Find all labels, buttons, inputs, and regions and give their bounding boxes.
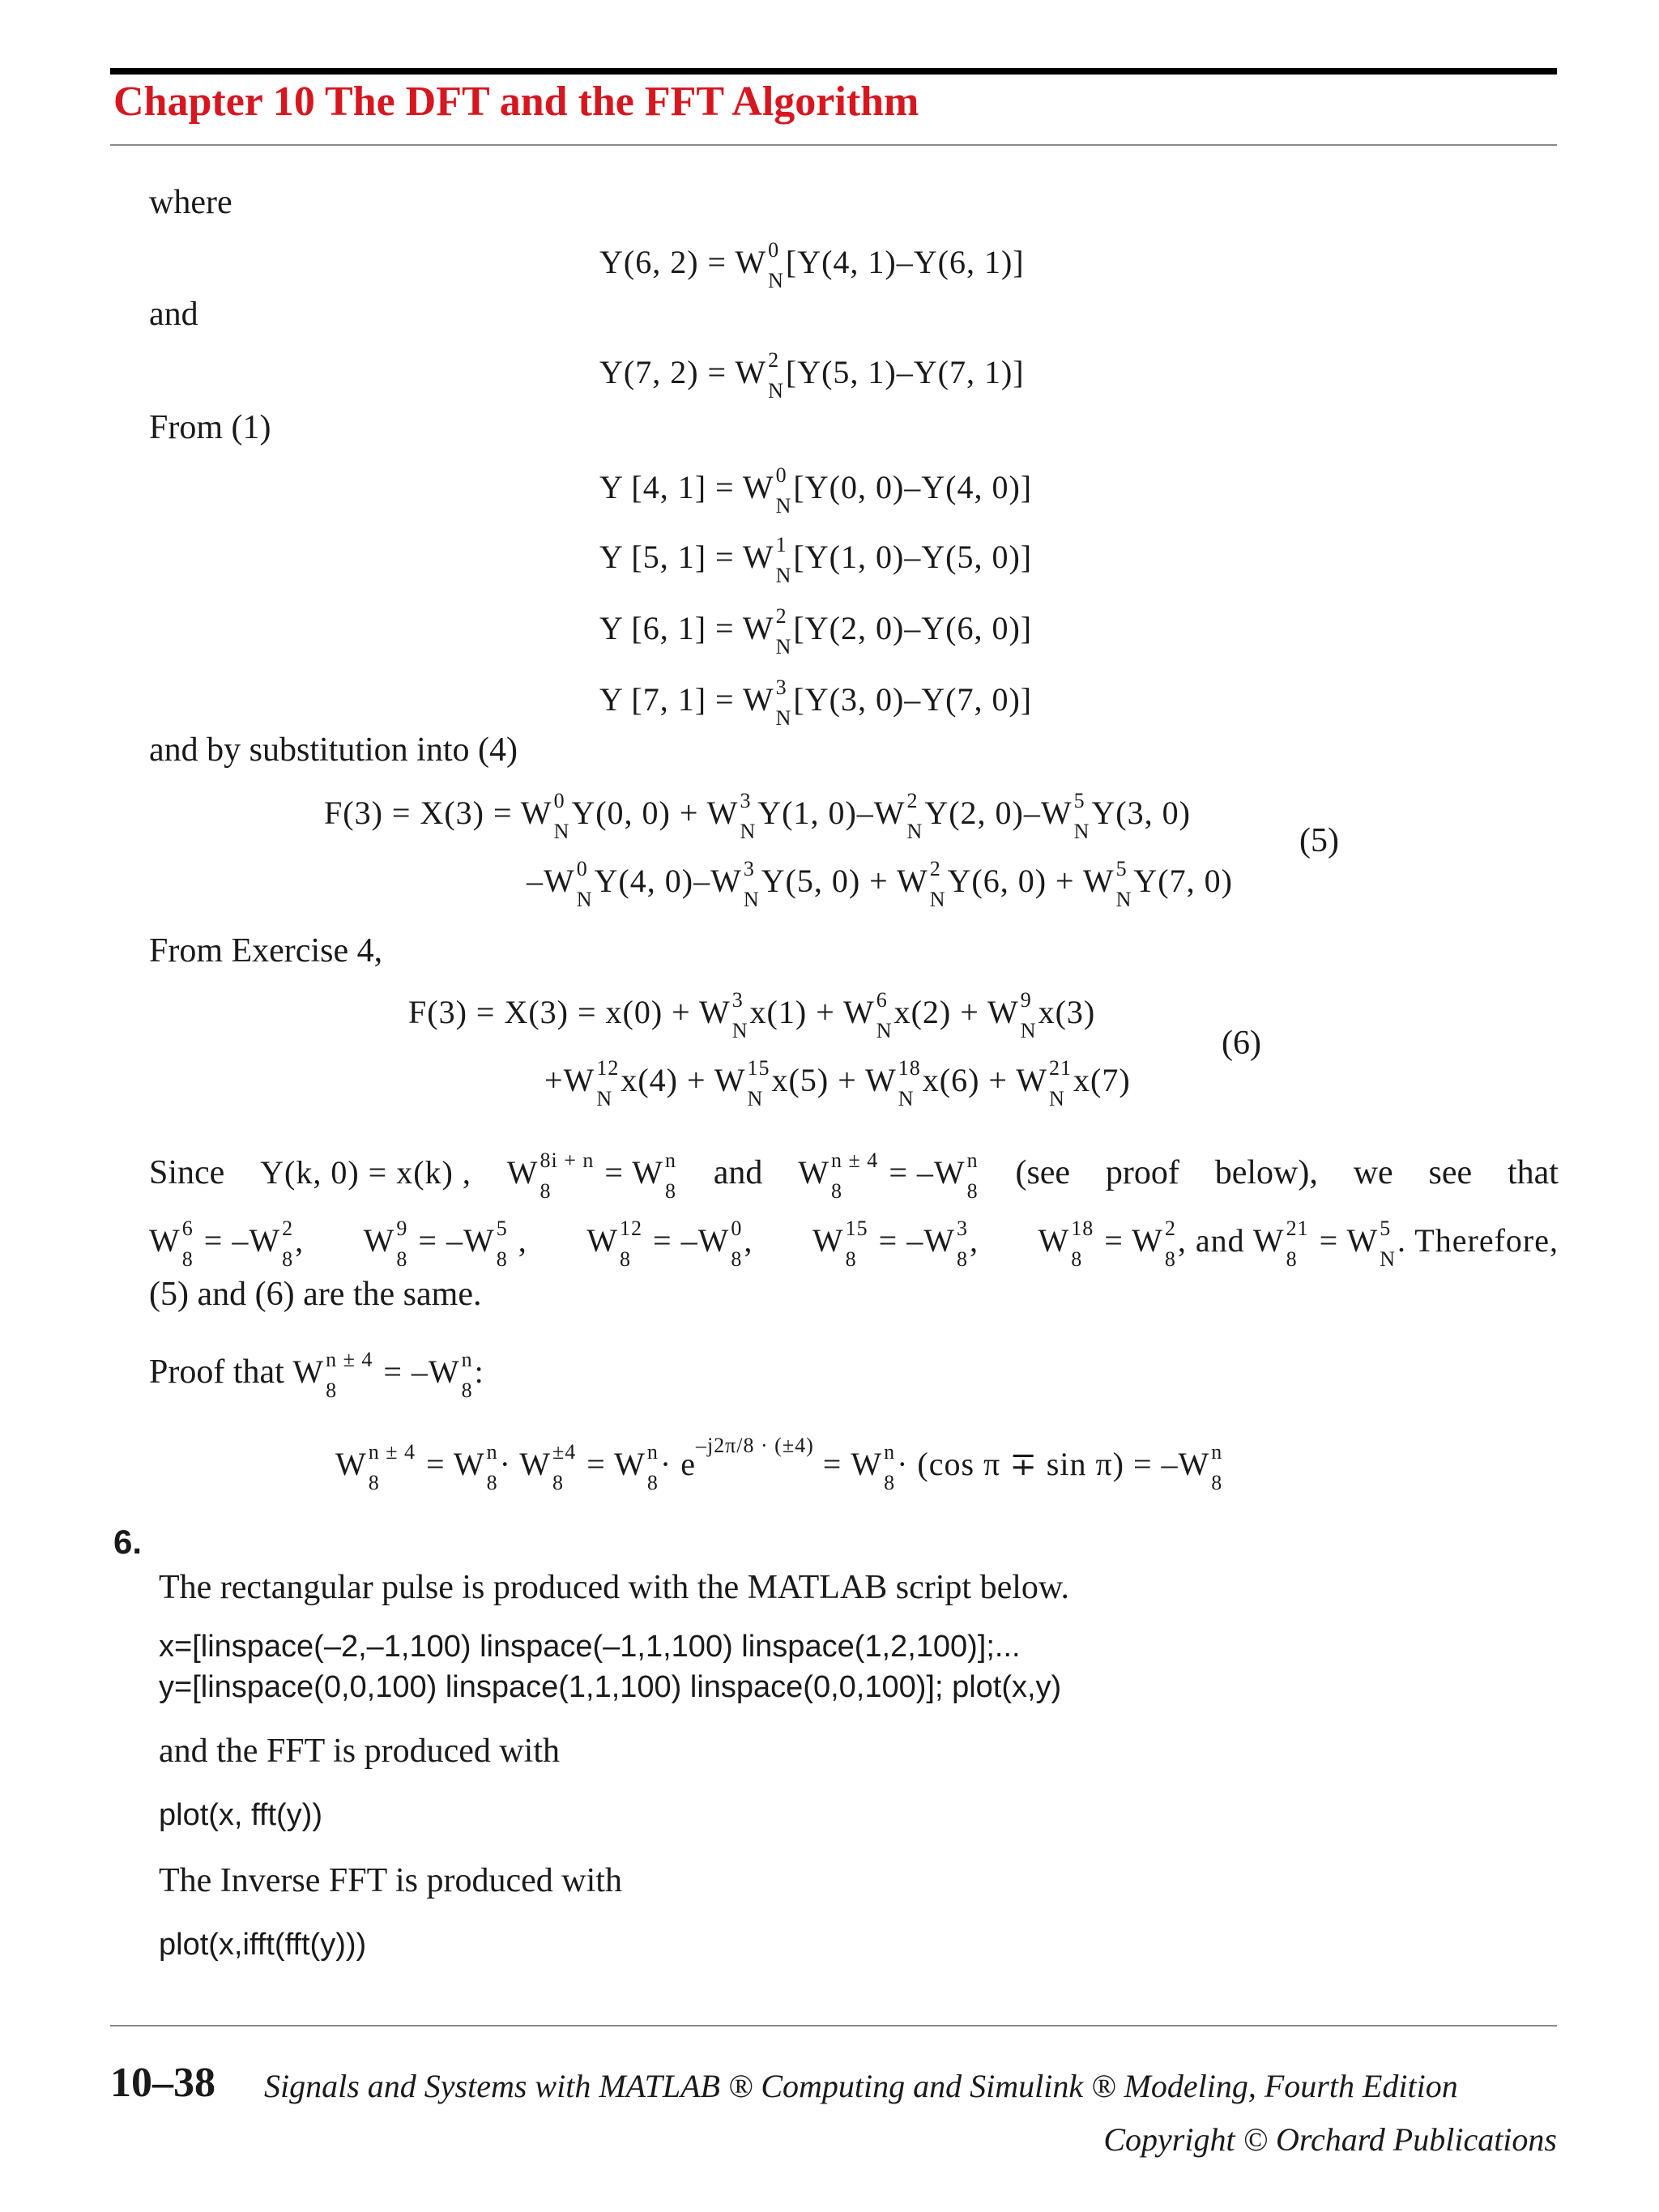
- text-since-line: Since Y(k, 0) = x(k) , W 8i + n 8 = W n 8 and W n ± 4 8 = –W n 8 (see proof below), we see that: [149, 1148, 1559, 1203]
- text-from-exercise-4: From Exercise 4,: [149, 932, 383, 970]
- equation-y62: Y(6, 2) = W 0 N [Y(4, 1)–Y(6, 1)]: [599, 237, 1025, 292]
- equation-f3-line2: –W 0 N Y(4, 0)–W 3 N Y(5, 0) + W 2 N Y(6, 0) + W 5 N Y(7, 0): [527, 856, 1233, 911]
- text-where: where: [149, 184, 232, 221]
- copyright: Copyright © Orchard Publications: [1103, 2121, 1557, 2158]
- equation-y61: Y [6, 1] = W 2 N [Y(2, 0)–Y(6, 0)]: [599, 603, 1033, 658]
- code-line-4: plot(x,ifft(fft(y))): [159, 1928, 367, 1962]
- header-top-rule: [110, 68, 1557, 75]
- equation-f3-line1: F(3) = X(3) = W 0 N Y(0, 0) + W 3 N Y(1, 0)–W 2 N Y(2, 0)–W 5 N Y(3, 0): [324, 788, 1191, 843]
- text-rectangular-pulse: The rectangular pulse is produced with the MATLAB script below.: [159, 1569, 1069, 1606]
- text-proof-that: Proof that W n ± 4 8 = –W n 8 :: [149, 1347, 484, 1402]
- equation-number-6: (6): [1222, 1025, 1261, 1062]
- text-and: and: [149, 296, 198, 333]
- book-title: Signals and Systems with MATLAB ® Computing and Simulink ® Modeling, Fourth Edition: [264, 2068, 1458, 2104]
- equation-f3-ex4-line2: +W 12 N x(4) + W 15 N x(5) + W 18 N x(6) + W 21 N x(7): [544, 1055, 1131, 1110]
- text-same: (5) and (6) are the same.: [149, 1276, 482, 1313]
- page-number: 10–38: [110, 2060, 215, 2106]
- equation-f3-ex4-line1: F(3) = X(3) = x(0) + W 3 N x(1) + W 6 N x(2) + W 9 N x(3): [408, 987, 1096, 1042]
- equation-number-5: (5): [1299, 822, 1339, 859]
- text-from-1: From (1): [149, 409, 271, 446]
- section-number-6: 6.: [113, 1523, 143, 1561]
- text-ifft: The Inverse FFT is produced with: [159, 1862, 622, 1899]
- equation-y51: Y [5, 1] = W 1 N [Y(1, 0)–Y(5, 0)]: [599, 532, 1033, 587]
- text-fft: and the FFT is produced with: [159, 1733, 561, 1770]
- code-line-1: x=[linspace(–2,–1,100) linspace(–1,1,100) linspace(1,2,100)];...: [159, 1630, 1021, 1664]
- equation-proof: W n ± 4 8 = W n 8 · W ±4 8 = W n 8 · $e^{-j2\pi/8 \cdot (\pm 4)} = W$ n 8 · (cos π ∓ sin π) = –W n 8: [335, 1433, 1223, 1494]
- equation-y72: Y(7, 2) = W 2 N [Y(5, 1)–Y(7, 1)]: [599, 347, 1025, 403]
- chapter-title: Chapter 10 The DFT and the FFT Algorithm: [113, 79, 919, 125]
- equation-y41: Y [4, 1] = W 0 N [Y(0, 0)–Y(4, 0)]: [599, 462, 1033, 518]
- code-line-3: plot(x, fft(y)): [159, 1798, 322, 1832]
- text-w8-identities: W 6 8 = –W 2 8 , W 9 8 = –W 5 8 , W 12 8 = –W 0 8 , W 15 8 = –W 3 8 , W 18 8 = W 2 8 , and W 21 8 = W 5 N . Therefore,: [149, 1216, 1559, 1271]
- equation-y71: Y [7, 1] = W 3 N [Y(3, 0)–Y(7, 0)]: [599, 675, 1033, 730]
- footer-rule: [110, 2025, 1557, 2027]
- code-line-2: y=[linspace(0,0,100) linspace(1,1,100) linspace(0,0,100)]; plot(x,y): [159, 1670, 1062, 1704]
- text-substitution: and by substitution into (4): [149, 731, 518, 769]
- header-rule: [110, 144, 1557, 146]
